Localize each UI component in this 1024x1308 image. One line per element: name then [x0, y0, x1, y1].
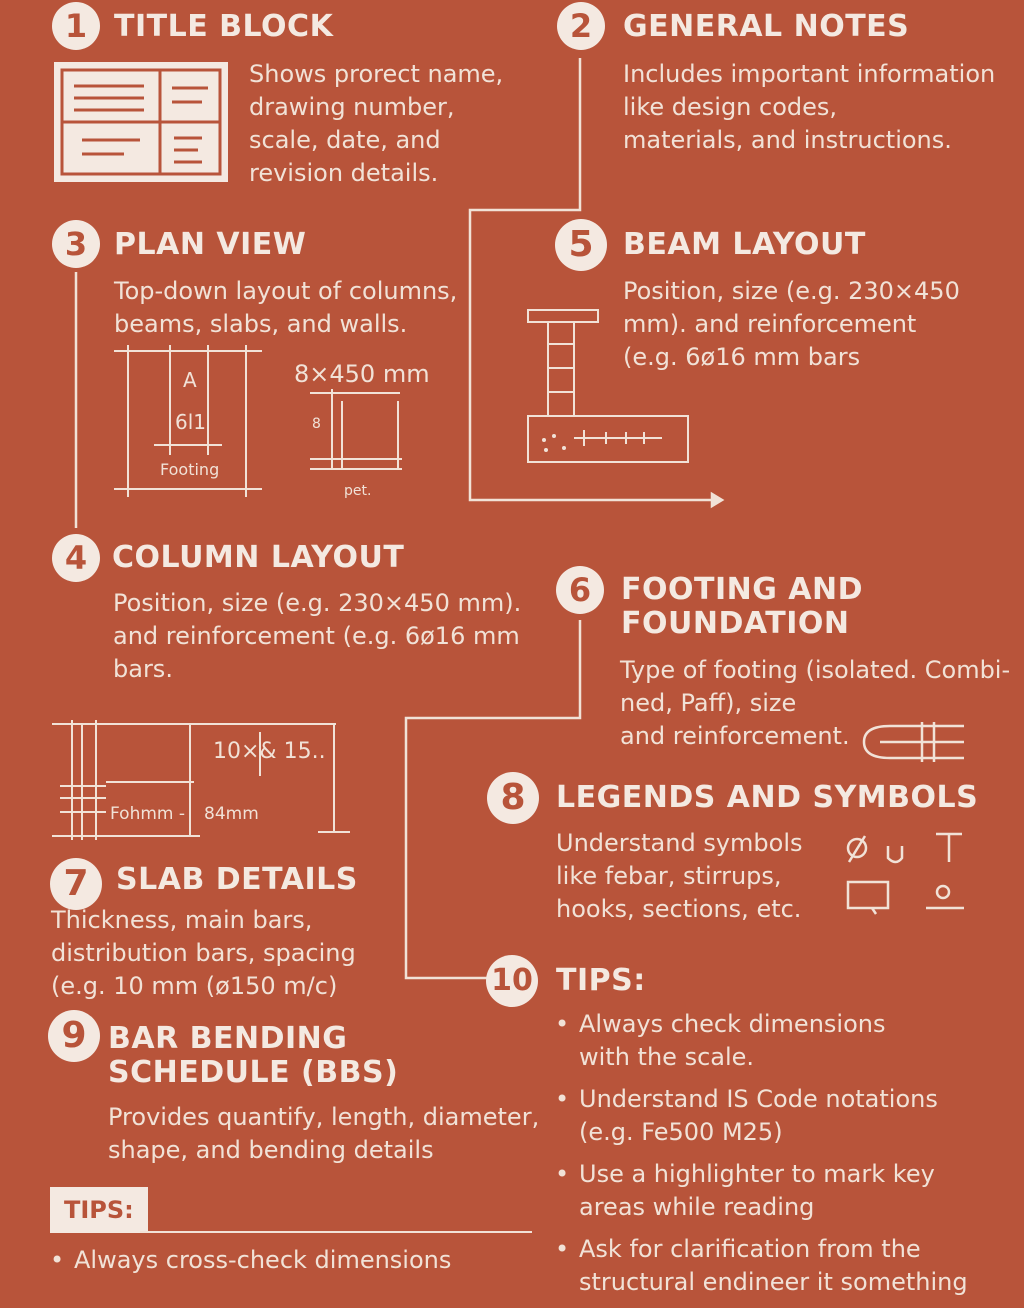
- tip-item: [555, 1008, 1015, 1074]
- text-line: distribution bars, spacing: [51, 939, 356, 967]
- text-line: beams, slabs, and walls.: [114, 310, 408, 338]
- bbs-heading-line1: BAR BENDING: [108, 1021, 348, 1056]
- general-notes-description: [623, 58, 995, 157]
- text-line: • Always check dimensions: [579, 1010, 886, 1038]
- bbs-heading-line2: SCHEDULE (BBS): [108, 1055, 399, 1090]
- step-number-7: 7: [50, 858, 102, 910]
- text-line: Position, size (e.g. 230×450: [623, 277, 960, 305]
- text-line: and reinforcement.: [620, 722, 850, 750]
- plan-marker-label: 8: [312, 416, 321, 432]
- text-line: • Understand IS Code notations: [579, 1085, 938, 1113]
- text-line: • Use a highlighter to mark key: [579, 1160, 935, 1188]
- text-line: structural endineer it something: [579, 1268, 968, 1296]
- step-number-2: 2: [557, 2, 605, 50]
- step-number-6: 6: [556, 566, 604, 614]
- bottom-tips-label: TIPS:: [50, 1187, 148, 1233]
- title-block-icon: [52, 60, 232, 184]
- text-line: materials, and instructions.: [623, 126, 952, 154]
- tip-item: [555, 1083, 1015, 1149]
- text-line: mm). and reinforcement: [623, 310, 917, 338]
- text-line: and reinforcement (e.g. 6ø16 mm: [113, 622, 520, 650]
- text-line: like febar, stirrups,: [556, 862, 782, 890]
- beam-layout-heading: BEAM LAYOUT: [623, 227, 866, 262]
- column-mm-label: 84mm: [204, 804, 259, 824]
- bottom-tips-divider: [140, 1231, 532, 1233]
- tip-item: [555, 1233, 1015, 1299]
- text-line: Top-down layout of columns,: [114, 277, 458, 305]
- text-line: areas while reading: [579, 1193, 815, 1221]
- text-line: with the scale.: [579, 1043, 755, 1071]
- text-line: Provides quantify, length, diameter,: [108, 1103, 540, 1131]
- text-line: (e.g. 10 mm (ø150 m/c): [51, 972, 338, 1000]
- text-line: Includes important information: [623, 60, 996, 88]
- plan-pet-label: pet.: [344, 483, 372, 499]
- text-line: Type of footing (isolated. Combi-: [620, 656, 1011, 684]
- text-line: scale, date, and: [249, 126, 441, 154]
- tip-item: • Always cross-check dimensions: [50, 1244, 520, 1277]
- plan-view-heading: PLAN VIEW: [114, 227, 307, 262]
- bbs-description: [108, 1101, 539, 1167]
- plan-footing-label: Footing: [160, 460, 220, 479]
- column-dimension-label: 10×& 15..: [213, 739, 326, 764]
- text-line: shape, and bending details: [108, 1136, 434, 1164]
- title-block-description: [249, 58, 503, 190]
- slab-details-description: [51, 904, 356, 1003]
- text-line: ned, Paff), size: [620, 689, 797, 717]
- step-number-10: 10: [486, 955, 538, 1007]
- column-layout-heading: COLUMN LAYOUT: [112, 540, 405, 575]
- column-layout-description: [113, 587, 521, 686]
- plan-grid-label: 6l1: [175, 410, 207, 434]
- text-line: like design codes,: [623, 93, 838, 121]
- beam-layout-drawing: [526, 308, 696, 468]
- plan-dimension-label: 8×450 mm: [294, 360, 430, 388]
- step-number-8: 8: [487, 772, 539, 824]
- column-layout-drawing: [50, 716, 360, 846]
- legends-description: [556, 827, 803, 926]
- tip-item: [555, 1158, 1015, 1224]
- plan-grid-label-a: A: [183, 368, 197, 392]
- step-number-5: 5: [555, 219, 607, 271]
- step-number-1: 1: [52, 2, 100, 50]
- footing-reinforcement-icon: [860, 720, 970, 764]
- text-line: Understand symbols: [556, 829, 803, 857]
- general-notes-heading: GENERAL NOTES: [623, 9, 910, 44]
- tips-list: [555, 1008, 1015, 1308]
- plan-view-description: [114, 275, 457, 341]
- title-block-heading: TITLE BLOCK: [114, 9, 334, 44]
- footing-heading-line1: FOOTING AND: [621, 572, 864, 607]
- step-number-3: 3: [52, 220, 100, 268]
- text-line: Position, size (e.g. 230×450 mm).: [113, 589, 522, 617]
- text-line: (e.g. 6ø16 mm bars: [623, 343, 861, 371]
- text-line: hooks, sections, etc.: [556, 895, 802, 923]
- text-line: revision details.: [249, 159, 439, 187]
- legend-symbols-icons: [840, 828, 970, 918]
- text-line: Shows prorect name,: [249, 60, 504, 88]
- text-line: • Ask for clarification from the: [579, 1235, 921, 1263]
- footing-heading-line2: FOUNDATION: [621, 606, 850, 641]
- text-line: drawing number,: [249, 93, 455, 121]
- text-line: Thickness, main bars,: [51, 906, 313, 934]
- legends-heading: LEGENDS AND SYMBOLS: [556, 780, 979, 815]
- column-fohmm-label: Fohmm -: [110, 804, 186, 824]
- slab-details-heading: SLAB DETAILS: [116, 862, 358, 897]
- text-line: (e.g. Fe500 M25): [579, 1118, 783, 1146]
- step-number-9: 9: [48, 1010, 100, 1062]
- step-number-4: 4: [52, 534, 100, 582]
- text-line: bars.: [113, 655, 173, 683]
- tips-heading: TIPS:: [556, 963, 646, 998]
